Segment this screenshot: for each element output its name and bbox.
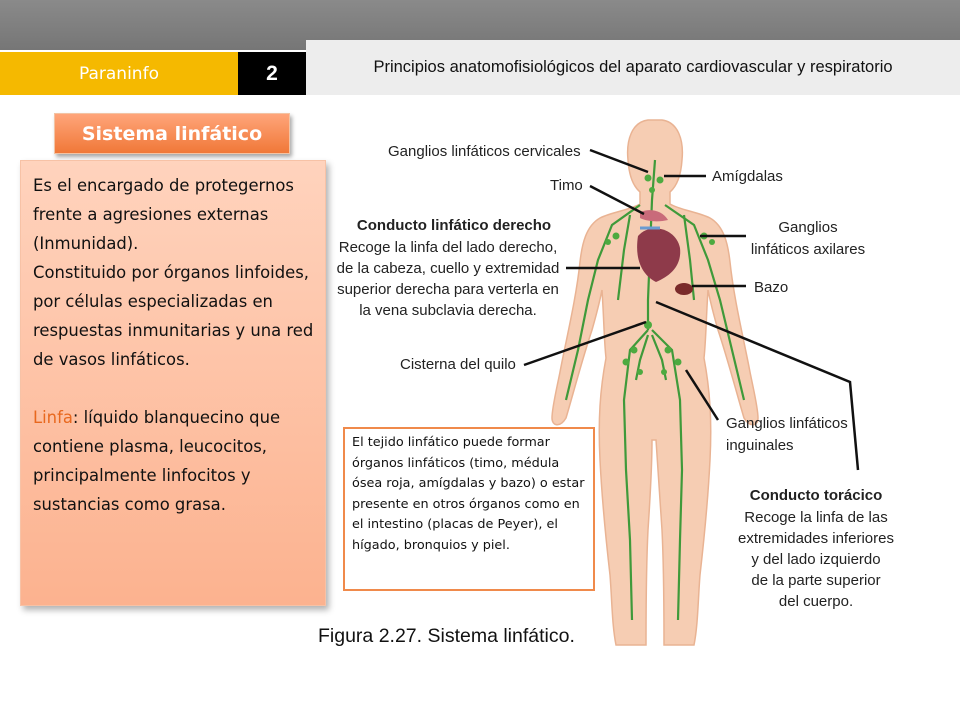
label-thoracic-title: Conducto torácico (749, 487, 883, 504)
label-timo: Timo (550, 177, 583, 194)
slide-title: Sistema linfático (54, 113, 290, 154)
label-thoracic-line-5: del cuerpo. (778, 593, 854, 610)
description-box (20, 160, 326, 606)
description-paragraph-2: Constituido por órganos linfoides, por células especializadas en respuestas inmunitarias y una red de vasos linfáticos. (33, 263, 314, 369)
description-paragraph-3 (33, 403, 317, 519)
publisher-brand: Paraninfo (0, 52, 238, 95)
label-right-duct-line-3: superior derecha para verterla en (337, 281, 559, 298)
chapter-title: Principios anatomofisiológicos del aparato cardiovascular y respiratorio (306, 40, 960, 95)
label-inguinal-line-2: inguinales (726, 437, 794, 454)
lymphatic-tissue-note: El tejido linfático puede formar órganos linfáticos (timo, médula ósea roja, amígdalas y bazo) o estar presente en otros órganos como en el intestino (placas de Peyer), el hígado, bronquios y piel. (343, 427, 595, 591)
label-cervical-nodes: Ganglios linfáticos cervicales (388, 143, 581, 160)
label-axillary-line-1: Ganglios (778, 219, 838, 236)
label-amigdalas: Amígdalas (712, 168, 783, 185)
label-cisterna: Cisterna del quilo (400, 356, 516, 373)
label-right-duct-line-4: la vena subclavia derecha. (359, 302, 537, 319)
label-right-duct-title: Conducto linfático derecho (356, 217, 552, 234)
label-thoracic-line-3: y del lado izquierdo (751, 551, 881, 568)
label-thoracic-line-4: de la parte superior (751, 572, 881, 589)
spleen (675, 283, 693, 295)
label-right-duct-line-1: Recoge la linfa del lado derecho, (338, 239, 558, 256)
description-paragraph-1: Es el encargado de protegernos frente a agresiones externas (Inmunidad). (33, 176, 294, 253)
label-right-duct-line-2: de la cabeza, cuello y extremidad (336, 260, 560, 277)
chapter-number: 2 (238, 52, 306, 95)
figure-caption: Figura 2.27. Sistema linfático. (318, 625, 575, 647)
label-axillary-line-2: linfáticos axilares (750, 241, 866, 258)
label-thoracic-line-1: Recoge la linfa de las (744, 509, 888, 526)
linfa-definition: : líquido blanquecino que contiene plasma, leucocitos, principalmente linfocitos y sustancias como grasa. (33, 408, 281, 514)
label-bazo: Bazo (754, 279, 789, 296)
keyword-linfa: Linfa (33, 408, 73, 427)
label-inguinal-line-1: Ganglios linfáticos (726, 415, 848, 432)
label-thoracic-line-2: extremidades inferiores (738, 530, 894, 547)
